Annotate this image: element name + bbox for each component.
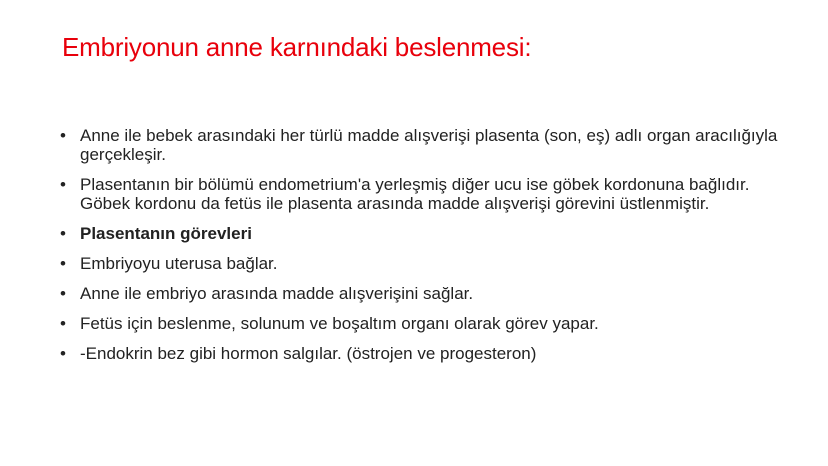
bullet-text: Embriyoyu uterusa bağlar. — [80, 254, 278, 273]
bullet-text: -Endokrin bez gibi hormon salgılar. (östrojen ve progesteron) — [80, 344, 537, 363]
bullet-icon: • — [60, 254, 66, 273]
bullet-item — [60, 344, 780, 363]
bullet-icon: • — [60, 175, 66, 194]
bullet-text: Anne ile bebek arasındaki her türlü madde alışverişi plasenta (son, eş) adlı organ aracılığıyla gerçekleşir. — [80, 126, 778, 164]
bullet-icon: • — [60, 284, 66, 303]
bullet-item — [60, 314, 780, 333]
bullet-heading: Plasentanın görevleri — [80, 224, 252, 243]
bullet-item — [60, 126, 780, 164]
bullet-icon: • — [60, 126, 66, 145]
bullet-text: Anne ile embriyo arasında madde alışverişini sağlar. — [80, 284, 474, 303]
bullet-item — [60, 254, 780, 273]
bullet-text: Plasentanın bir bölümü endometrium'a yerleşmiş diğer ucu ise göbek kordonuna bağlıdır. Göbek kordonu da fetüs ile plasenta arasında madde alışverişi görevini üstlenmiştir. — [80, 175, 750, 213]
bullet-text: Fetüs için beslenme, solunum ve boşaltım organı olarak görev yapar. — [80, 314, 599, 333]
bullet-item — [60, 284, 780, 303]
bullet-item — [60, 175, 780, 213]
bullet-item — [60, 224, 780, 243]
bullet-icon: • — [60, 314, 66, 333]
slide-title: Embriyonun anne karnındaki beslenmesi: — [62, 32, 532, 62]
bullet-list — [60, 126, 780, 374]
bullet-icon: • — [60, 344, 66, 363]
bullet-icon: • — [60, 224, 66, 243]
